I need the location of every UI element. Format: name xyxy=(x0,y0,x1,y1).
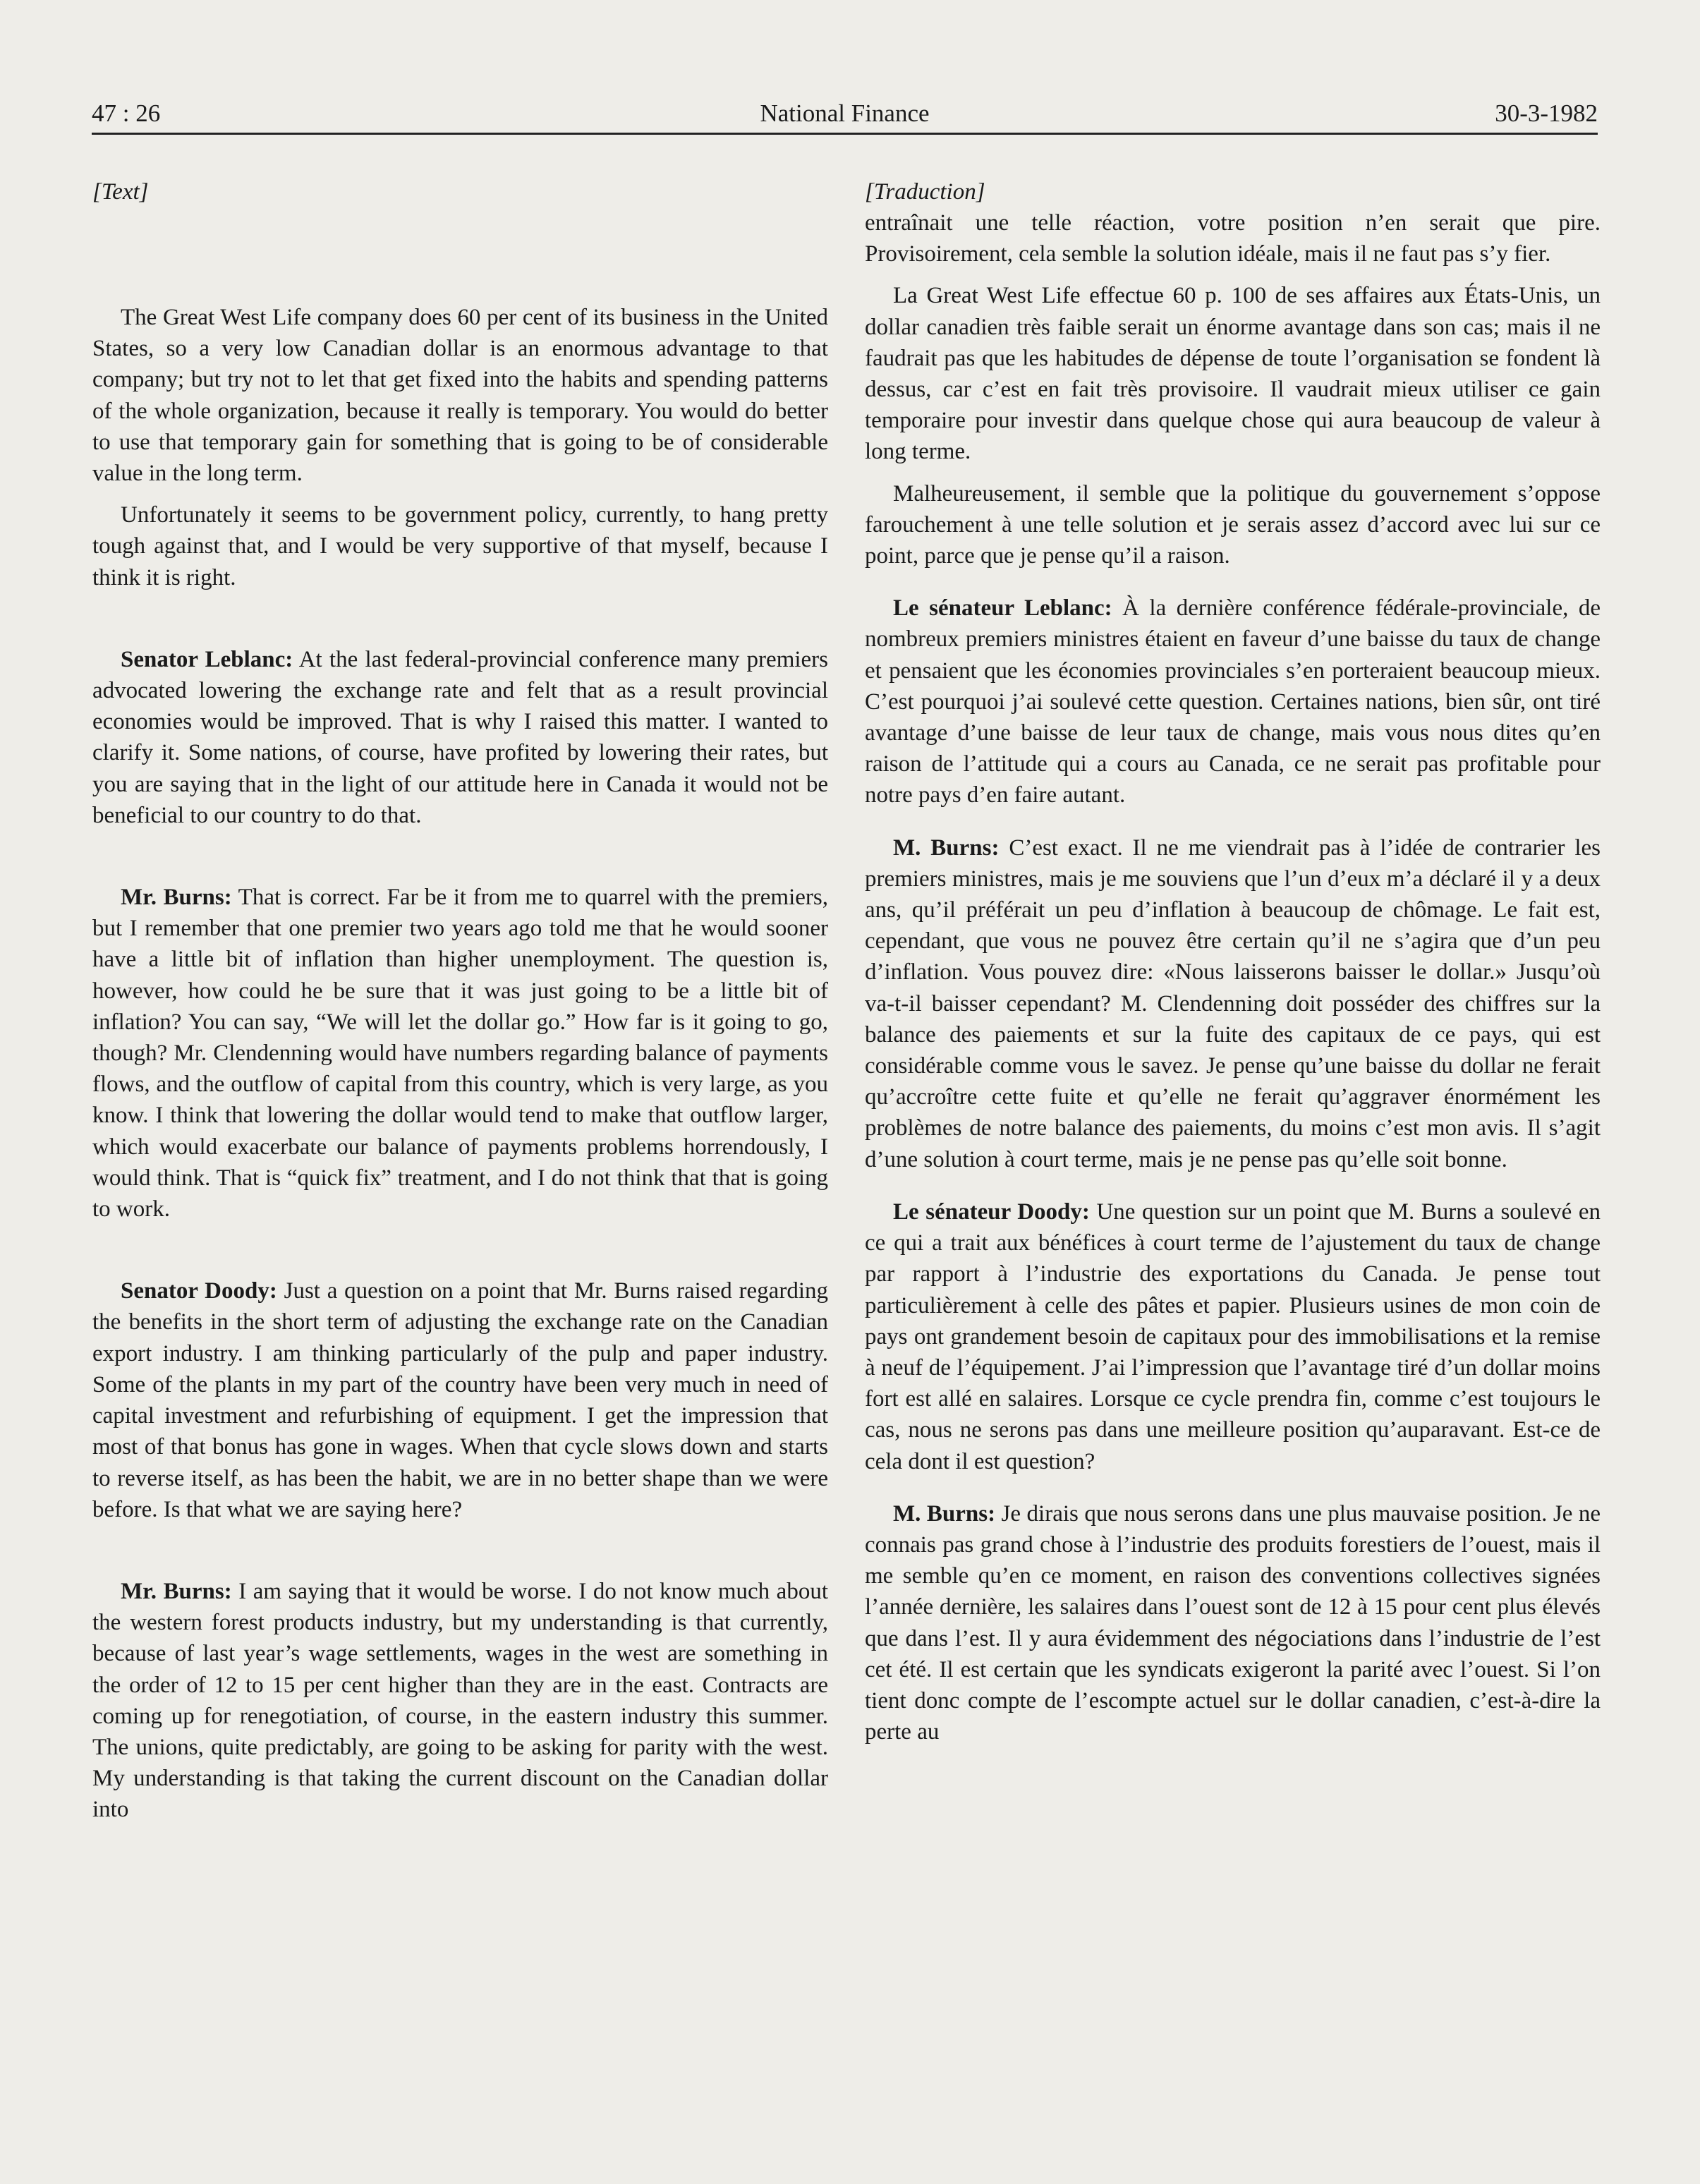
running-header xyxy=(92,97,1598,130)
speaker-name: Le sénateur Leblanc: xyxy=(893,595,1112,621)
english-paragraph xyxy=(92,644,828,831)
paragraph-text: The Great West Life company does 60 per cent of its business in the United States, so a very low Canadian dollar is an enormous advantage to that company; but try not to let that get fixed into the habits and spending patterns of the whole organization, because it really is temporary. You would do better to use that temporary gain for something that is going to be of considerable value in the long term. xyxy=(92,305,828,487)
french-paragraph xyxy=(865,1498,1601,1748)
french-column xyxy=(865,176,1601,1747)
english-paragraph xyxy=(92,499,828,593)
paragraph-text: Unfortunately it seems to be government policy, currently, to hang pretty tough against that, and I would be very supportive of that myself, because I think it is right. xyxy=(92,502,828,590)
french-paragraph xyxy=(865,593,1601,811)
paragraph-text: C’est exact. Il ne me viendrait pas à l’idée de contrarier les premiers ministres, mais je me souviens que l’un d’eux m’a déclaré il y a deux ans, qu’il préférait un peu d’inflation à beaucoup de chômage. Le fait est, cependant, que vous ne pouvez être certain qu’il ne s’agira que d’un peu d’inflation. Vous pouvez dire: «Nous laisserons baisser le dollar.» Jusqu’où va-t-il baisser cependant? M. Clendenning doit posséder des chiffres sur la balance des paiements et sur la fuite des capitaux de ce pays, qui est considérable comme vous le savez. Je pense qu’une baisse du dollar ne ferait qu’accroître cette fuite et qu’elle ne ferait qu’aggraver énormément les problèmes de notre balance des paiements, du moins c’est mon avis. Il s’agit d’une solution à court terme, mais je ne pense pas qu’elle soit bonne. xyxy=(865,835,1601,1172)
french-paragraph xyxy=(865,207,1601,269)
paragraph-text: I am saying that it would be worse. I do not know much about the western forest products industry, but my understanding is that currently, because of last year’s wage settlements, wages in the west are something in the order of 12 to 15 per cent higher than they are in the east. Contracts are coming up for renegotiation, of course, in the eastern industry this summer. The unions, quite predictably, are going to be asking for parity with the west. My understanding is that taking the current discount on the Canadian dollar into xyxy=(92,1578,828,1823)
english-column-label: [Text] xyxy=(92,179,149,205)
french-paragraph xyxy=(865,280,1601,467)
issue-date: 30-3-1982 xyxy=(1495,99,1598,127)
speaker-name: M. Burns: xyxy=(893,1500,996,1527)
paragraph-text: Malheureusement, il semble que la politique du gouvernement s’oppose farouchement à une telle solution et je serais assez d’accord avec lui sur ce point, parce que je pense qu’il a raison. xyxy=(865,480,1601,569)
speaker-name: Senator Leblanc: xyxy=(121,646,293,672)
french-paragraph xyxy=(865,832,1601,1175)
french-paragraph xyxy=(865,1196,1601,1477)
english-paragraph xyxy=(92,1275,828,1525)
speaker-name: Mr. Burns: xyxy=(121,885,232,911)
paragraph-text: La Great West Life effectue 60 p. 100 de ses affaires aux États-Unis, un dollar canadien très faible serait un énorme avantage dans son cas; mais il ne faudrait pas que les habitudes de dépense de toute l’organisation se fondent là dessus, car c’est en fait très provisoire. Il vaudrait mieux utiliser ce gain temporaire pour investir dans quelque chose qui aura beaucoup de valeur à long terme. xyxy=(865,283,1601,465)
paragraph-text: entraînait une telle réaction, votre position n’en serait que pire. Provisoirement, cela semble la solution idéale, mais il ne faut pas s’y fier. xyxy=(865,210,1601,267)
paragraph-text: À la dernière conférence fédérale-provinciale, de nombreux premiers ministres étaient en faveur d’une baisse du taux de change et pensaient que les économies provinciales s’en porteraient beaucoup mieux. C’est pourquoi j’ai soulevé cette question. Certaines nations, bien sûr, ont tiré avantage d’une baisse de leur taux de change, mais vous nous dites qu’en raison de l’attitude qui a cours au Canada, ce ne serait pas profitable pour notre pays d’en faire autant. xyxy=(865,595,1601,808)
paragraph-text: That is correct. Far be it from me to quarrel with the premiers, but I remember that one premier two years ago told me that he would sooner have a little bit of inflation than higher unemployment. The question is, however, how could he be sure that it was just going to be a little bit of inflation? You can say, “We will let the dollar go.” How far is it going to go, though? Mr. Clendenning would have numbers regarding balance of payments flows, and the outflow of capital from this country, which is very large, as you know. I think that lowering the dollar would tend to make that outflow larger, which would exacerbate our balance of payments problems horrendously, I would think. That is “quick fix” treatment, and I do not think that that is going to work. xyxy=(92,885,828,1223)
speaker-name: Mr. Burns: xyxy=(121,1578,232,1604)
paragraph-text: Une question sur un point que M. Burns a soulevé en ce qui a trait aux bénéfices à court terme de l’ajustement du taux de change par rapport à l’industrie des exportations du Canada. Je pense tout particulièrement à celle des pâtes et papier. Plusieurs usines de mon coin de pays ont grandement besoin de capitaux pour des immobilisations et la remise à neuf de l’équipement. J’ai l’impression que l’avantage tiré d’un dollar moins fort est allé en salaires. Lorsque ce cycle prendra fin, comme c’est toujours le cas, nous ne serons pas dans une meilleure position qu’auparavant. Est-ce de cela dont il est question? xyxy=(865,1199,1601,1474)
paragraph-text: At the last federal-provincial conference many premiers advocated lowering the exchange rate and felt that as a result provincial economies would be improved. That is why I raised this matter. I wanted to clarify it. Some nations, of course, have profited by lowering their rates, but you are saying that in the light of our attitude here in Canada it would not be beneficial to our country to do that. xyxy=(92,646,829,828)
english-paragraph xyxy=(92,1576,828,1826)
speaker-name: Le sénateur Doody: xyxy=(893,1199,1090,1225)
paragraph-text: Just a question on a point that Mr. Burns raised regarding the benefits in the short term of adjusting the exchange rate on the Canadian export industry. I am thinking particularly of the pulp and paper industry. Some of the plants in my part of the country have been very much in need of capital investment and refurbishing of equipment. I get the impression that most of that bonus has gone in wages. When that cycle slows down and starts to reverse itself, as has been the habit, we are in no better shape than we were before. Is that what we are saying here? xyxy=(92,1278,828,1522)
page-reference: 47 : 26 xyxy=(92,99,161,127)
english-paragraph xyxy=(92,882,828,1225)
english-paragraph xyxy=(92,302,828,489)
english-label-gap xyxy=(92,207,828,302)
speaker-name: M. Burns: xyxy=(893,835,1000,861)
english-column xyxy=(92,176,828,1826)
header-rule xyxy=(92,133,1598,135)
french-paragraph xyxy=(865,478,1601,572)
publication-title: National Finance xyxy=(760,99,930,127)
paragraph-text: Je dirais que nous serons dans une plus mauvaise position. Je ne connais pas grand chose à l’industrie des produits forestiers de l’ouest, mais il me semble qu’en ce moment, en raison des conventions collectives signées l’année dernière, les salaires dans l’ouest sont de 12 à 15 pour cent plus élevés que dans l’est. Il y aura évidemment des négociations dans l’industrie de l’est cet été. Il est certain que les syndicats exigeront la parité avec l’ouest. Si l’on tient donc compte de l’escompte actuel sur le dollar canadien, c’est-à-dire la perte au xyxy=(865,1500,1601,1745)
speaker-name: Senator Doody: xyxy=(121,1278,277,1304)
french-column-label: [Traduction] xyxy=(865,179,985,205)
